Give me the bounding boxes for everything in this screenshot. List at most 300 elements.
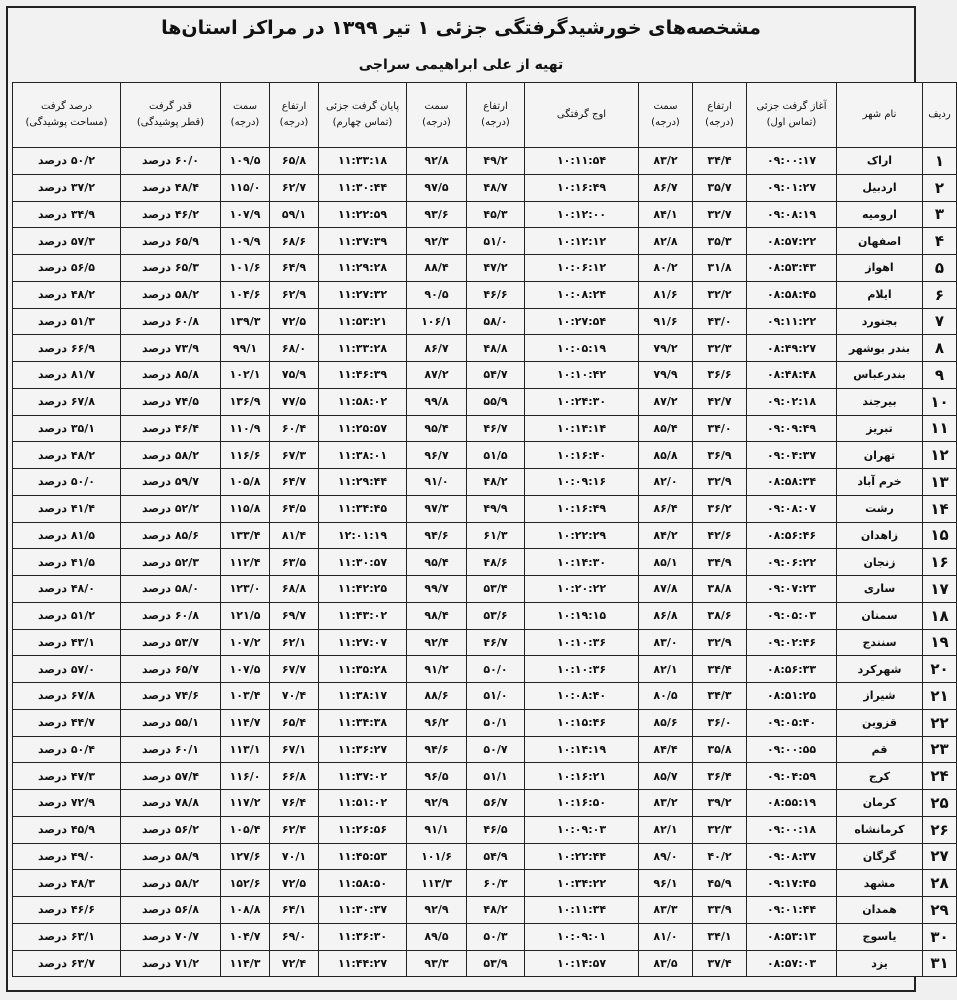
table-row bbox=[13, 308, 957, 335]
city-name: کرمان bbox=[837, 790, 923, 817]
table-cell: ۴۹/۹ bbox=[467, 495, 525, 522]
table-row bbox=[13, 629, 957, 656]
table-cell: ۰۹:۰۰:۵۵ bbox=[747, 736, 837, 763]
table-cell: ۳۴/۹ bbox=[693, 549, 747, 576]
row-number: ۲۰ bbox=[923, 656, 957, 683]
table-cell: ۳۵/۳ bbox=[693, 228, 747, 255]
table-cell: ۱۰:۲۲:۴۴ bbox=[525, 843, 639, 870]
table-cell: ۰۸:۵۶:۳۳ bbox=[747, 656, 837, 683]
row-number: ۲۸ bbox=[923, 870, 957, 897]
table-row bbox=[13, 816, 957, 843]
city-name: قزوین bbox=[837, 709, 923, 736]
row-number: ۱ bbox=[923, 148, 957, 175]
table-cell: ۵۷/۰ درصد bbox=[13, 656, 121, 683]
table-row bbox=[13, 923, 957, 950]
table-cell: ۸۵/۱ bbox=[639, 549, 693, 576]
table-cell: ۱۱:۳۴:۳۸ bbox=[319, 709, 407, 736]
table-cell: ۳۸/۶ bbox=[693, 602, 747, 629]
table-cell: ۱۰:۱۲:۰۰ bbox=[525, 201, 639, 228]
column-header-label: ارتفاع bbox=[281, 101, 307, 112]
table-cell: ۳۴/۴ bbox=[693, 148, 747, 175]
table-cell: ۷۴/۶ درصد bbox=[121, 683, 221, 710]
table-row bbox=[13, 870, 957, 897]
row-number: ۲۹ bbox=[923, 897, 957, 924]
table-cell: ۹۱/۰ bbox=[407, 469, 467, 496]
table-cell: ۸۷/۸ bbox=[639, 576, 693, 603]
table-cell: ۵۸/۹ درصد bbox=[121, 843, 221, 870]
table-cell: ۷۳/۹ درصد bbox=[121, 335, 221, 362]
table-cell: ۱۰۲/۱ bbox=[221, 362, 270, 389]
table-cell: ۴۱/۵ درصد bbox=[13, 549, 121, 576]
table-cell: ۸۵/۸ bbox=[639, 442, 693, 469]
table-cell: ۱۱:۳۳:۲۸ bbox=[319, 335, 407, 362]
table-cell: ۶۷/۸ درصد bbox=[13, 683, 121, 710]
table-cell: ۶۳/۷ درصد bbox=[13, 950, 121, 977]
column-header-unit: (درجه) bbox=[230, 117, 260, 128]
city-name: شیراز bbox=[837, 683, 923, 710]
table-cell: ۷۹/۲ bbox=[639, 335, 693, 362]
table-cell: ۸۴/۱ bbox=[639, 201, 693, 228]
table-cell: ۱۰:۱۱:۳۴ bbox=[525, 897, 639, 924]
table-cell: ۵۹/۷ درصد bbox=[121, 469, 221, 496]
table-cell: ۶۲/۴ bbox=[270, 816, 319, 843]
table-cell: ۷۲/۹ درصد bbox=[13, 790, 121, 817]
row-number: ۱۱ bbox=[923, 415, 957, 442]
table-cell: ۱۱:۲۶:۵۶ bbox=[319, 816, 407, 843]
table-cell: ۷۱/۲ درصد bbox=[121, 950, 221, 977]
table-cell: ۱۰:۱۱:۵۴ bbox=[525, 148, 639, 175]
table-cell: ۱۰:۱۴:۵۷ bbox=[525, 950, 639, 977]
table-cell: ۱۱۷/۲ bbox=[221, 790, 270, 817]
table-cell: ۶۰/۳ bbox=[467, 870, 525, 897]
city-name: اراک bbox=[837, 148, 923, 175]
table-cell: ۶۵/۷ درصد bbox=[121, 656, 221, 683]
table-row bbox=[13, 602, 957, 629]
table-cell: ۸۹/۵ bbox=[407, 923, 467, 950]
table-cell: ۵۸/۲ درصد bbox=[121, 442, 221, 469]
table-cell: ۸۵/۸ درصد bbox=[121, 362, 221, 389]
city-name: ساری bbox=[837, 576, 923, 603]
table-cell: ۱۰:۰۹:۱۶ bbox=[525, 469, 639, 496]
row-number: ۵ bbox=[923, 255, 957, 282]
table-row bbox=[13, 897, 957, 924]
table-cell: ۴۰/۲ bbox=[693, 843, 747, 870]
column-header-label: قدر گرفت bbox=[149, 101, 192, 112]
table-cell: ۵۰/۱ bbox=[467, 709, 525, 736]
row-number: ۱۰ bbox=[923, 388, 957, 415]
table-cell: ۹۵/۴ bbox=[407, 549, 467, 576]
row-number: ۸ bbox=[923, 335, 957, 362]
table-cell: ۶۲/۱ bbox=[270, 629, 319, 656]
table-row bbox=[13, 736, 957, 763]
table-row bbox=[13, 549, 957, 576]
table-cell: ۹۲/۹ bbox=[407, 790, 467, 817]
table-cell: ۱۱:۳۸:۰۱ bbox=[319, 442, 407, 469]
table-cell: ۱۱:۳۶:۳۰ bbox=[319, 923, 407, 950]
table-cell: ۵۱/۱ bbox=[467, 763, 525, 790]
table-row bbox=[13, 388, 957, 415]
table-body bbox=[13, 148, 957, 977]
table-cell: ۱۱:۳۵:۲۸ bbox=[319, 656, 407, 683]
table-cell: ۱۰:۱۶:۵۰ bbox=[525, 790, 639, 817]
table-cell: ۸۵/۴ bbox=[639, 415, 693, 442]
table-cell: ۶۰/۸ درصد bbox=[121, 602, 221, 629]
table-cell: ۵۸/۲ درصد bbox=[121, 870, 221, 897]
table-row bbox=[13, 950, 957, 977]
table-cell: ۱۱:۵۸:۰۲ bbox=[319, 388, 407, 415]
row-number: ۲۷ bbox=[923, 843, 957, 870]
row-number: ۱۶ bbox=[923, 549, 957, 576]
row-number: ۲۲ bbox=[923, 709, 957, 736]
table-row bbox=[13, 442, 957, 469]
table-cell: ۷۲/۵ bbox=[270, 870, 319, 897]
table-cell: ۴۸/۲ درصد bbox=[13, 442, 121, 469]
table-cell: ۳۴/۹ درصد bbox=[13, 201, 121, 228]
table-cell: ۵۶/۵ درصد bbox=[13, 255, 121, 282]
table-cell: ۸۷/۲ bbox=[639, 388, 693, 415]
table-cell: ۳۶/۶ bbox=[693, 362, 747, 389]
table-cell: ۵۱/۵ bbox=[467, 442, 525, 469]
table-row bbox=[13, 469, 957, 496]
table-cell: ۷۸/۸ درصد bbox=[121, 790, 221, 817]
city-name: ایلام bbox=[837, 281, 923, 308]
table-cell: ۵۳/۷ درصد bbox=[121, 629, 221, 656]
table-cell: ۱۲۳/۰ bbox=[221, 576, 270, 603]
table-cell: ۱۰:۱۴:۳۰ bbox=[525, 549, 639, 576]
table-cell: ۹۹/۸ bbox=[407, 388, 467, 415]
table-cell: ۱۱:۲۹:۲۸ bbox=[319, 255, 407, 282]
table-cell: ۰۸:۵۳:۴۳ bbox=[747, 255, 837, 282]
column-header bbox=[221, 83, 270, 148]
city-name: بندر بوشهر bbox=[837, 335, 923, 362]
table-cell: ۴۹/۲ bbox=[467, 148, 525, 175]
row-number: ۱۴ bbox=[923, 495, 957, 522]
table-cell: ۳۵/۸ bbox=[693, 736, 747, 763]
table-cell: ۴۶/۷ bbox=[467, 629, 525, 656]
table-cell: ۶۳/۱ درصد bbox=[13, 923, 121, 950]
column-header bbox=[319, 83, 407, 148]
table-cell: ۱۰:۱۴:۱۹ bbox=[525, 736, 639, 763]
table-cell: ۱۰:۰۸:۲۴ bbox=[525, 281, 639, 308]
column-header-label: سمت bbox=[653, 101, 678, 112]
table-cell: ۴۵/۹ bbox=[693, 870, 747, 897]
table-cell: ۱۰۱/۶ bbox=[221, 255, 270, 282]
eclipse-table bbox=[12, 82, 957, 977]
table-row bbox=[13, 148, 957, 175]
table-cell: ۱۲۷/۶ bbox=[221, 843, 270, 870]
table-cell: ۱۰:۲۲:۲۹ bbox=[525, 522, 639, 549]
page-title: مشخصه‌های خورشیدگرفتگی جزئی ۱ تیر ۱۳۹۹ در مراکز استان‌ها bbox=[161, 17, 761, 39]
row-number: ۷ bbox=[923, 308, 957, 335]
city-name: همدان bbox=[837, 897, 923, 924]
table-cell: ۴۸/۲ bbox=[467, 469, 525, 496]
row-number: ۱۷ bbox=[923, 576, 957, 603]
table-cell: ۵۸/۲ درصد bbox=[121, 281, 221, 308]
table-cell: ۴۸/۷ bbox=[467, 174, 525, 201]
table-cell: ۸۲/۱ bbox=[639, 656, 693, 683]
table-cell: ۴۲/۷ bbox=[693, 388, 747, 415]
table-cell: ۱۱:۴۲:۲۵ bbox=[319, 576, 407, 603]
table-cell: ۵۴/۷ bbox=[467, 362, 525, 389]
table-header-row bbox=[13, 83, 957, 148]
column-header-label: درصد گرفت bbox=[40, 101, 93, 112]
city-name: یزد bbox=[837, 950, 923, 977]
table-cell: ۱۰۵/۸ bbox=[221, 469, 270, 496]
city-name: گرگان bbox=[837, 843, 923, 870]
table-cell: ۰۸:۵۳:۱۳ bbox=[747, 923, 837, 950]
table-cell: ۳۹/۲ bbox=[693, 790, 747, 817]
table-cell: ۴۶/۶ درصد bbox=[13, 897, 121, 924]
table-cell: ۴۳/۰ bbox=[693, 308, 747, 335]
city-name: اردبیل bbox=[837, 174, 923, 201]
table-cell: ۶۸/۰ bbox=[270, 335, 319, 362]
city-name: کرمانشاه bbox=[837, 816, 923, 843]
table-cell: ۰۸:۵۷:۰۳ bbox=[747, 950, 837, 977]
table-cell: ۴۵/۹ درصد bbox=[13, 816, 121, 843]
table-cell: ۸۹/۰ bbox=[639, 843, 693, 870]
row-number: ۳۱ bbox=[923, 950, 957, 977]
table-cell: ۵۱/۰ bbox=[467, 228, 525, 255]
table-cell: ۱۱:۲۲:۵۹ bbox=[319, 201, 407, 228]
column-header-label: نام شهر bbox=[862, 109, 897, 120]
table-cell: ۱۰:۱۵:۴۶ bbox=[525, 709, 639, 736]
row-number: ۱۲ bbox=[923, 442, 957, 469]
table-cell: ۸۲/۰ bbox=[639, 469, 693, 496]
table-cell: ۳۴/۱ bbox=[693, 923, 747, 950]
table-cell: ۰۹:۰۷:۲۳ bbox=[747, 576, 837, 603]
table-row bbox=[13, 495, 957, 522]
row-number: ۳ bbox=[923, 201, 957, 228]
table-cell: ۶۱/۳ bbox=[467, 522, 525, 549]
table-cell: ۱۰۷/۲ bbox=[221, 629, 270, 656]
table-cell: ۹۲/۳ bbox=[407, 228, 467, 255]
column-header-label: سمت bbox=[424, 101, 449, 112]
page-subtitle: تهیه از علی ابراهیمی سراجی bbox=[358, 57, 564, 73]
city-name: رشت bbox=[837, 495, 923, 522]
table-cell: ۴۴/۷ درصد bbox=[13, 709, 121, 736]
table-cell: ۴۶/۴ درصد bbox=[121, 415, 221, 442]
table-cell: ۰۹:۰۹:۴۹ bbox=[747, 415, 837, 442]
table-cell: ۳۶/۰ bbox=[693, 709, 747, 736]
table-cell: ۴۶/۲ درصد bbox=[121, 201, 221, 228]
table-cell: ۹۰/۵ bbox=[407, 281, 467, 308]
table-cell: ۳۷/۲ درصد bbox=[13, 174, 121, 201]
table-cell: ۶۰/۱ درصد bbox=[121, 736, 221, 763]
table-cell: ۱۱:۲۵:۵۷ bbox=[319, 415, 407, 442]
table-cell: ۵۰/۳ bbox=[467, 923, 525, 950]
table-cell: ۹۵/۴ bbox=[407, 415, 467, 442]
table-cell: ۰۹:۰۰:۱۷ bbox=[747, 148, 837, 175]
table-cell: ۶۷/۳ bbox=[270, 442, 319, 469]
column-header bbox=[270, 83, 319, 148]
table-cell: ۰۹:۰۵:۰۳ bbox=[747, 602, 837, 629]
table-cell: ۸۶/۷ bbox=[407, 335, 467, 362]
table-cell: ۶۴/۹ bbox=[270, 255, 319, 282]
city-name: اصفهان bbox=[837, 228, 923, 255]
table-cell: ۱۱۵/۸ bbox=[221, 495, 270, 522]
table-cell: ۱۰۵/۴ bbox=[221, 816, 270, 843]
table-cell: ۸۴/۴ bbox=[639, 736, 693, 763]
table-cell: ۱۰:۲۷:۵۴ bbox=[525, 308, 639, 335]
city-name: بجنورد bbox=[837, 308, 923, 335]
column-header-unit: (قطر پوشیدگی) bbox=[136, 117, 205, 128]
table-row bbox=[13, 522, 957, 549]
table-cell: ۸۵/۶ bbox=[639, 709, 693, 736]
city-name: خرم آباد bbox=[837, 469, 923, 496]
column-header-unit: (درجه) bbox=[481, 117, 510, 128]
table-cell: ۷۲/۴ bbox=[270, 950, 319, 977]
column-header bbox=[837, 83, 923, 148]
table-row bbox=[13, 362, 957, 389]
table-cell: ۱۱:۳۰:۳۷ bbox=[319, 897, 407, 924]
table-cell: ۵۰/۴ درصد bbox=[13, 736, 121, 763]
table-cell: ۵۷/۴ درصد bbox=[121, 763, 221, 790]
table-cell: ۷۹/۹ bbox=[639, 362, 693, 389]
table-cell: ۵۰/۲ درصد bbox=[13, 148, 121, 175]
table-cell: ۱۱۵/۰ bbox=[221, 174, 270, 201]
table-cell: ۰۸:۴۹:۲۷ bbox=[747, 335, 837, 362]
table-cell: ۰۸:۵۶:۴۶ bbox=[747, 522, 837, 549]
table-cell: ۴۱/۴ درصد bbox=[13, 495, 121, 522]
column-header bbox=[639, 83, 693, 148]
table-cell: ۶۵/۳ درصد bbox=[121, 255, 221, 282]
city-name: قم bbox=[837, 736, 923, 763]
table-cell: ۸۶/۸ bbox=[639, 602, 693, 629]
row-number: ۱۳ bbox=[923, 469, 957, 496]
table-cell: ۱۰:۱۴:۱۴ bbox=[525, 415, 639, 442]
table-cell: ۹۴/۶ bbox=[407, 522, 467, 549]
column-header-unit: (مساحت پوشیدگی) bbox=[25, 117, 108, 128]
table-cell: ۷۵/۹ bbox=[270, 362, 319, 389]
table-cell: ۷۰/۴ bbox=[270, 683, 319, 710]
table-cell: ۱۱۲/۴ bbox=[221, 549, 270, 576]
column-header-unit: (تماس اول) bbox=[766, 117, 817, 128]
table-cell: ۸۲/۱ bbox=[639, 816, 693, 843]
table-cell: ۴۸/۲ bbox=[467, 897, 525, 924]
table-cell: ۴۷/۳ درصد bbox=[13, 763, 121, 790]
table-cell: ۱۰:۰۵:۱۹ bbox=[525, 335, 639, 362]
row-number: ۲۱ bbox=[923, 683, 957, 710]
column-header-unit: (تماس چهارم) bbox=[332, 117, 393, 128]
table-cell: ۴۵/۳ bbox=[467, 201, 525, 228]
table-cell: ۱۰:۰۶:۱۲ bbox=[525, 255, 639, 282]
table-cell: ۶۷/۷ bbox=[270, 656, 319, 683]
table-cell: ۶۵/۸ bbox=[270, 148, 319, 175]
table-cell: ۹۹/۱ bbox=[221, 335, 270, 362]
table-cell: ۵۲/۳ درصد bbox=[121, 549, 221, 576]
table-cell: ۱۰۴/۶ bbox=[221, 281, 270, 308]
table-cell: ۵۴/۹ bbox=[467, 843, 525, 870]
table-cell: ۵۱/۲ درصد bbox=[13, 602, 121, 629]
table-cell: ۴۸/۸ bbox=[467, 335, 525, 362]
table-cell: ۱۰:۱۶:۴۰ bbox=[525, 442, 639, 469]
table-cell: ۸۶/۴ bbox=[639, 495, 693, 522]
table-cell: ۳۲/۹ bbox=[693, 469, 747, 496]
table-cell: ۱۰:۰۹:۰۳ bbox=[525, 816, 639, 843]
table-cell: ۰۹:۰۱:۴۴ bbox=[747, 897, 837, 924]
table-cell: ۱۳۶/۹ bbox=[221, 388, 270, 415]
table-cell: ۴۶/۶ bbox=[467, 281, 525, 308]
city-name: زاهدان bbox=[837, 522, 923, 549]
row-number: ۲۶ bbox=[923, 816, 957, 843]
table-cell: ۶۶/۸ bbox=[270, 763, 319, 790]
table-cell: ۵۳/۴ bbox=[467, 576, 525, 603]
table-cell: ۱۳۹/۳ bbox=[221, 308, 270, 335]
table-cell: ۱۰۴/۷ bbox=[221, 923, 270, 950]
table-cell: ۱۳۳/۴ bbox=[221, 522, 270, 549]
table-cell: ۰۹:۰۰:۱۸ bbox=[747, 816, 837, 843]
city-name: تبریز bbox=[837, 415, 923, 442]
column-header bbox=[525, 83, 639, 148]
table-cell: ۳۴/۳ bbox=[693, 683, 747, 710]
table-cell: ۴۸/۰ درصد bbox=[13, 576, 121, 603]
table-cell: ۶۲/۷ bbox=[270, 174, 319, 201]
table-cell: ۴۸/۲ درصد bbox=[13, 281, 121, 308]
table-cell: ۸۸/۴ bbox=[407, 255, 467, 282]
table-cell: ۶۸/۸ bbox=[270, 576, 319, 603]
table-cell: ۳۷/۴ bbox=[693, 950, 747, 977]
table-row bbox=[13, 228, 957, 255]
table-cell: ۰۸:۵۸:۳۴ bbox=[747, 469, 837, 496]
table-cell: ۱۰:۱۲:۱۲ bbox=[525, 228, 639, 255]
table-cell: ۱۱:۴۶:۳۹ bbox=[319, 362, 407, 389]
table-cell: ۵۳/۹ bbox=[467, 950, 525, 977]
table-cell: ۳۳/۹ bbox=[693, 897, 747, 924]
city-name: ارومیه bbox=[837, 201, 923, 228]
table-cell: ۹۶/۱ bbox=[639, 870, 693, 897]
table-cell: ۰۹:۰۴:۵۹ bbox=[747, 763, 837, 790]
table-cell: ۳۲/۳ bbox=[693, 816, 747, 843]
table-cell: ۰۹:۰۲:۴۶ bbox=[747, 629, 837, 656]
table-cell: ۵۵/۹ bbox=[467, 388, 525, 415]
table-cell: ۱۲۱/۵ bbox=[221, 602, 270, 629]
table-cell: ۳۲/۳ bbox=[693, 335, 747, 362]
table-row bbox=[13, 576, 957, 603]
table-cell: ۱۱:۳۶:۲۷ bbox=[319, 736, 407, 763]
table-cell: ۹۷/۵ bbox=[407, 174, 467, 201]
column-header bbox=[121, 83, 221, 148]
table-cell: ۳۲/۷ bbox=[693, 201, 747, 228]
table-cell: ۸۱/۶ bbox=[639, 281, 693, 308]
table-cell: ۴۲/۶ bbox=[693, 522, 747, 549]
table-cell: ۰۸:۵۱:۲۵ bbox=[747, 683, 837, 710]
table-cell: ۶۴/۱ bbox=[270, 897, 319, 924]
row-number: ۳۰ bbox=[923, 923, 957, 950]
table-cell: ۰۹:۰۱:۲۷ bbox=[747, 174, 837, 201]
table-cell: ۱۱:۵۱:۰۲ bbox=[319, 790, 407, 817]
table-cell: ۸۶/۷ bbox=[639, 174, 693, 201]
table-cell: ۱۰:۱۰:۳۶ bbox=[525, 656, 639, 683]
table-row bbox=[13, 790, 957, 817]
table-cell: ۳۶/۲ bbox=[693, 495, 747, 522]
table-cell: ۱۰۹/۵ bbox=[221, 148, 270, 175]
table-cell: ۶۰/۴ bbox=[270, 415, 319, 442]
table-row bbox=[13, 174, 957, 201]
table-cell: ۹۲/۸ bbox=[407, 148, 467, 175]
table-cell: ۱۰۱/۶ bbox=[407, 843, 467, 870]
table-cell: ۵۸/۰ bbox=[467, 308, 525, 335]
table-cell: ۶۳/۵ bbox=[270, 549, 319, 576]
table-cell: ۸۵/۶ درصد bbox=[121, 522, 221, 549]
column-header-unit: (درجه) bbox=[705, 117, 734, 128]
table-cell: ۱۱:۲۹:۴۴ bbox=[319, 469, 407, 496]
table-cell: ۱۰:۲۴:۳۰ bbox=[525, 388, 639, 415]
column-header-label: پایان گرفت جزئی bbox=[325, 101, 400, 112]
table-cell: ۶۶/۹ درصد bbox=[13, 335, 121, 362]
table-row bbox=[13, 683, 957, 710]
column-header-unit: (درجه) bbox=[651, 117, 680, 128]
table-cell: ۱۰۸/۸ bbox=[221, 897, 270, 924]
